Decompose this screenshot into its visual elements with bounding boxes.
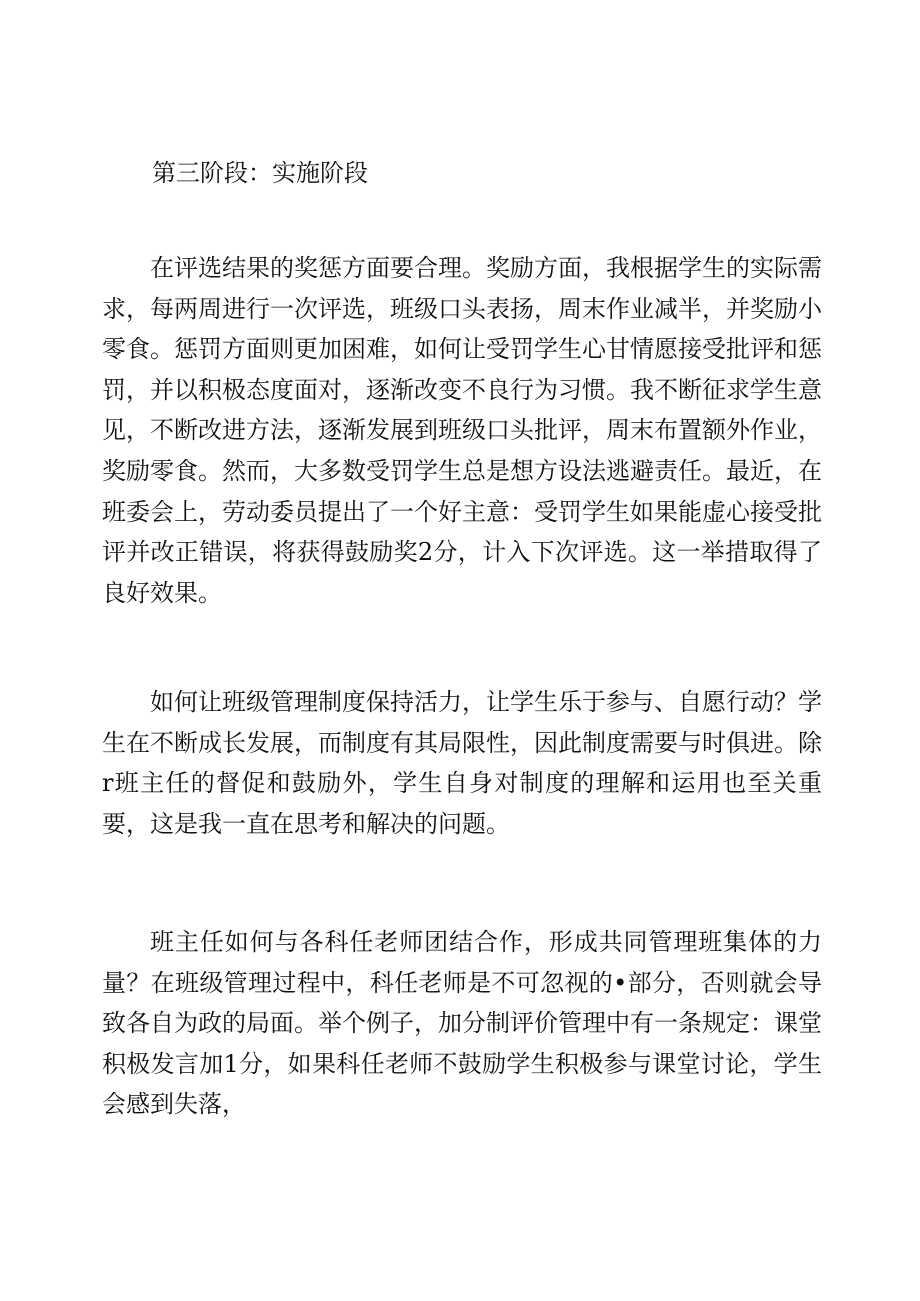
- paragraph-system-vitality: 如何让班级管理制度保持活力，让学生乐于参与、自愿行动？学生在不断成长发展，而制度有其局限性，因此制度需要与时俱进。除r班主任的督促和鼓励外，学生自身对制度的理解和运用也至关重要，这是我一直在思考和解决的问题。: [102, 688, 822, 838]
- paragraph-teacher-cooperation: 班主任如何与各科任老师团结合作，形成共同管理班集体的力量？在班级管理过程中，科任老师是不可忽视的•部分，否则就会导致各自为政的局面。举个例子，加分制评价管理中有一条规定：课堂积极发言加1分，如果科任老师不鼓励学生积极参与课堂讨论，学生会感到失落，: [102, 928, 822, 1119]
- paragraph-rewards-punishments: 在评选结果的奖惩方面要合理。奖励方面，我根据学生的实际需求，每两周进行一次评选，班级口头表扬，周末作业减半，并奖励小零食。惩罚方面则更加困难，如何让受罚学生心甘情愿接受批评和惩罚，并以积极态度面对，逐渐改变不良行为习惯。我不断征求学生意见，不断改进方法，逐渐发展到班级口头批评，周末布置额外作业，奖励零食。然而，大多数受罚学生总是想方设法逃避责任。最近，在班委会上，劳动委员提出了一个好主意：受罚学生如果能虚心接受批评并改正错误，将获得鼓励奖2分，计入下次评选。这一举措取得了良好效果。: [102, 254, 822, 607]
- section-heading: 第三阶段：实施阶段: [152, 159, 368, 187]
